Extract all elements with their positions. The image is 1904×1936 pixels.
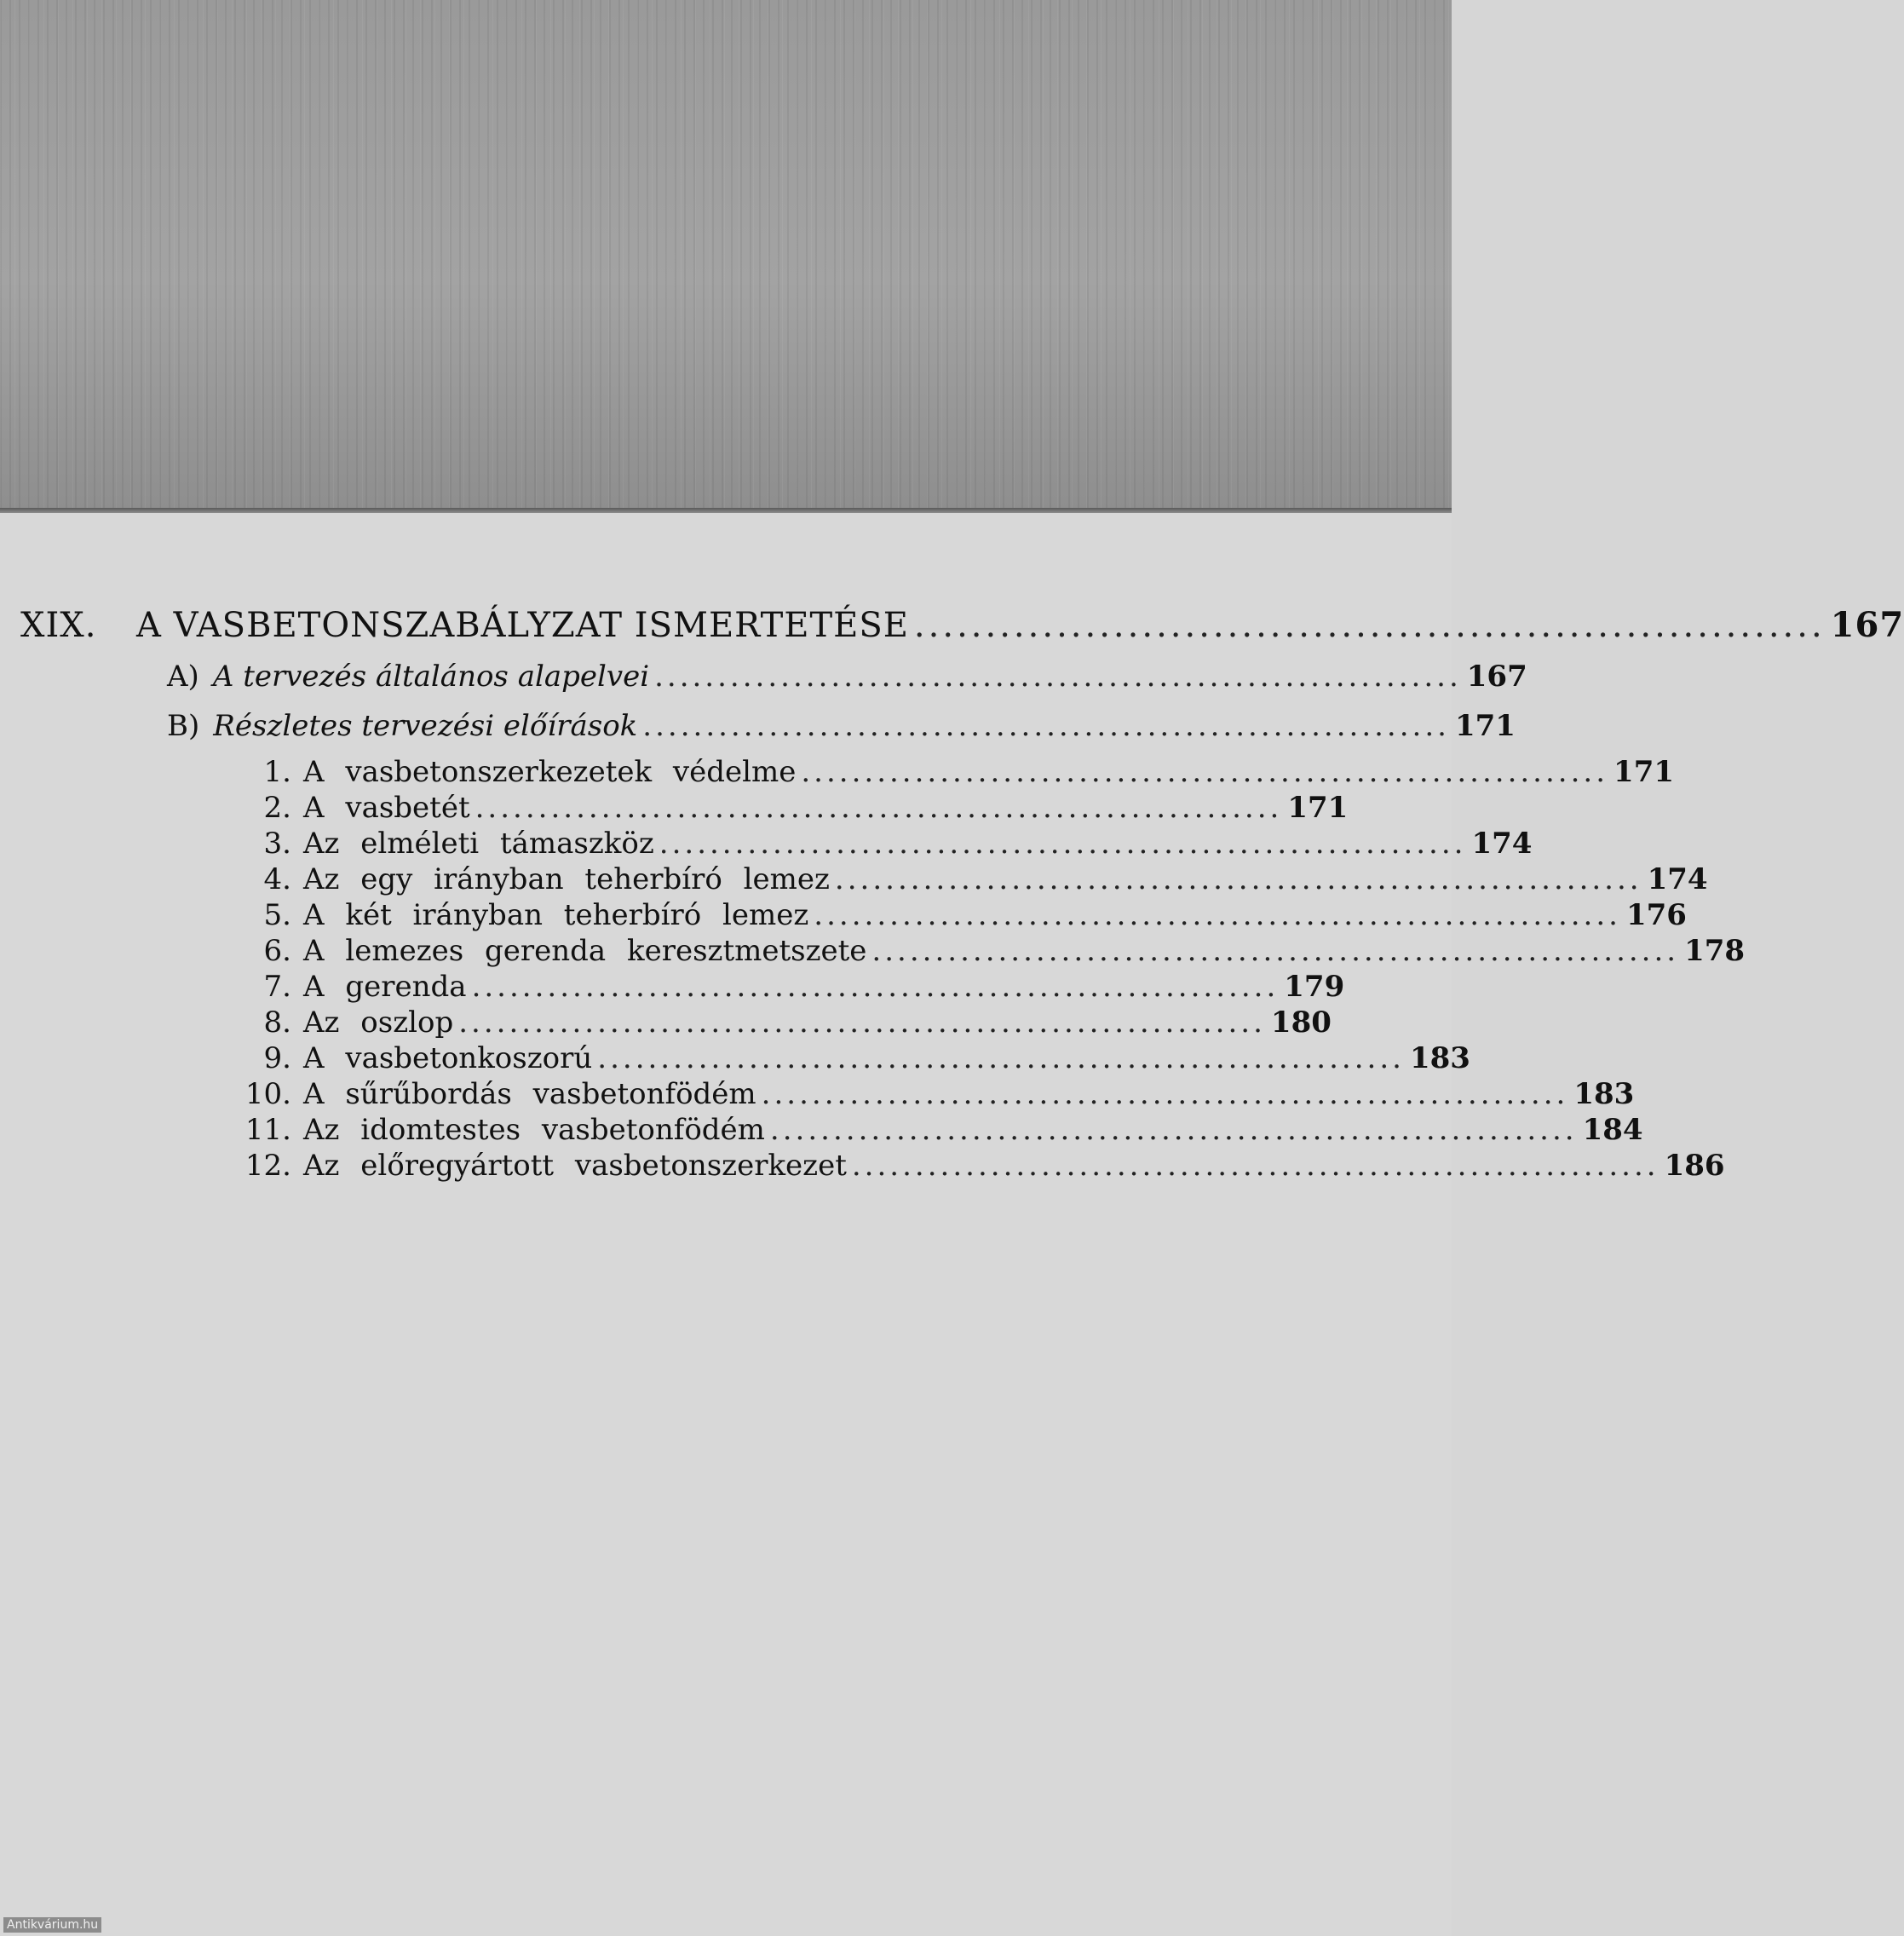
toc-item xyxy=(230,1113,1643,1147)
item-number: 12. xyxy=(244,1149,291,1183)
section-letter: B) xyxy=(167,709,200,743)
item-number: 6. xyxy=(263,934,291,968)
section-page: 167 xyxy=(1466,660,1527,694)
dot-leader: ................................................................ xyxy=(659,827,1467,861)
item-title: Az oszlop xyxy=(303,1005,454,1040)
dot-leader: ................................................................ xyxy=(458,1005,1266,1040)
item-title: A vasbetét xyxy=(303,791,470,825)
item-page: 183 xyxy=(1573,1077,1635,1111)
toc-chapter xyxy=(20,605,1904,645)
dot-leader: ................................................................ xyxy=(769,1113,1578,1147)
item-number: 10. xyxy=(244,1077,291,1111)
dot-leader: ................................................................ xyxy=(913,606,1826,645)
item-number: 4. xyxy=(263,862,291,896)
item-title: A lemezes gerenda keresztmetszete xyxy=(303,934,867,968)
toc-item xyxy=(230,1149,1725,1183)
item-title: Az előregyártott vasbetonszerkezet xyxy=(303,1149,847,1183)
chapter-number: XIX. xyxy=(20,606,97,645)
item-page: 178 xyxy=(1684,934,1746,968)
dot-leader: ................................................................ xyxy=(851,1149,1660,1183)
dot-leader: ................................................................ xyxy=(801,755,1609,789)
toc-item xyxy=(230,791,1349,825)
toc-item xyxy=(230,934,1746,968)
item-page: 184 xyxy=(1582,1113,1643,1147)
dot-leader: ................................................................ xyxy=(761,1077,1569,1111)
item-page: 171 xyxy=(1287,791,1349,825)
item-number: 9. xyxy=(263,1041,291,1075)
toc-item xyxy=(230,827,1533,861)
dot-leader: ................................................................ xyxy=(471,970,1280,1004)
item-title: A gerenda xyxy=(303,970,467,1004)
item-title: Az elméleti támaszköz xyxy=(303,827,654,861)
table-of-contents xyxy=(0,513,1904,1936)
toc-item xyxy=(230,1005,1332,1040)
toc-section xyxy=(167,660,1527,694)
dot-leader: ................................................................ xyxy=(871,934,1680,968)
section-page: 171 xyxy=(1454,709,1516,743)
item-number: 3. xyxy=(263,827,291,861)
item-number: 2. xyxy=(263,791,291,825)
toc-section xyxy=(167,709,1516,743)
item-number: 8. xyxy=(263,1005,291,1040)
toc-page xyxy=(0,513,1904,1936)
item-title: A sűrűbordás vasbetonfödém xyxy=(303,1077,756,1111)
item-title: Az idomtestes vasbetonfödém xyxy=(303,1113,765,1147)
item-page: 176 xyxy=(1625,898,1687,932)
chapter-title: A VASBETONSZABÁLYZAT ISMERTETÉSE xyxy=(136,606,909,645)
dot-leader: ................................................................ xyxy=(654,660,1462,694)
item-page: 179 xyxy=(1284,970,1345,1004)
item-page: 186 xyxy=(1664,1149,1725,1183)
toc-item xyxy=(230,1041,1470,1075)
item-number: 11. xyxy=(244,1113,291,1147)
item-title: Az egy irányban teherbíró lemez xyxy=(303,862,830,896)
section-letter: A) xyxy=(167,660,199,694)
item-page: 174 xyxy=(1471,827,1533,861)
item-number: 1. xyxy=(263,755,291,789)
item-title: A két irányban teherbíró lemez xyxy=(303,898,809,932)
dot-leader: ................................................................ xyxy=(597,1041,1405,1075)
toc-item xyxy=(230,755,1675,789)
item-number: 5. xyxy=(263,898,291,932)
item-title: A vasbetonszerkezetek védelme xyxy=(303,755,797,789)
toc-item xyxy=(230,898,1687,932)
toc-item xyxy=(230,862,1708,896)
section-title: Részletes tervezési előírások xyxy=(213,709,638,743)
item-page: 180 xyxy=(1270,1005,1332,1040)
item-page: 174 xyxy=(1647,862,1708,896)
chapter-page: 167 xyxy=(1830,605,1904,645)
item-title: A vasbetonkoszorú xyxy=(303,1041,593,1075)
watermark: Antikvárium.hu xyxy=(3,1917,101,1933)
dot-leader: ................................................................ xyxy=(834,862,1642,896)
toc-item xyxy=(230,1077,1635,1111)
item-page: 183 xyxy=(1409,1041,1470,1075)
item-page: 171 xyxy=(1614,755,1675,789)
dot-leader: ................................................................ xyxy=(642,709,1450,743)
section-title: A tervezés általános alapelvei xyxy=(212,660,650,694)
item-number: 7. xyxy=(263,970,291,1004)
toc-item xyxy=(230,970,1345,1004)
dot-leader: ................................................................ xyxy=(814,898,1621,932)
dot-leader: ................................................................ xyxy=(475,791,1283,825)
backing-page xyxy=(0,0,1452,511)
